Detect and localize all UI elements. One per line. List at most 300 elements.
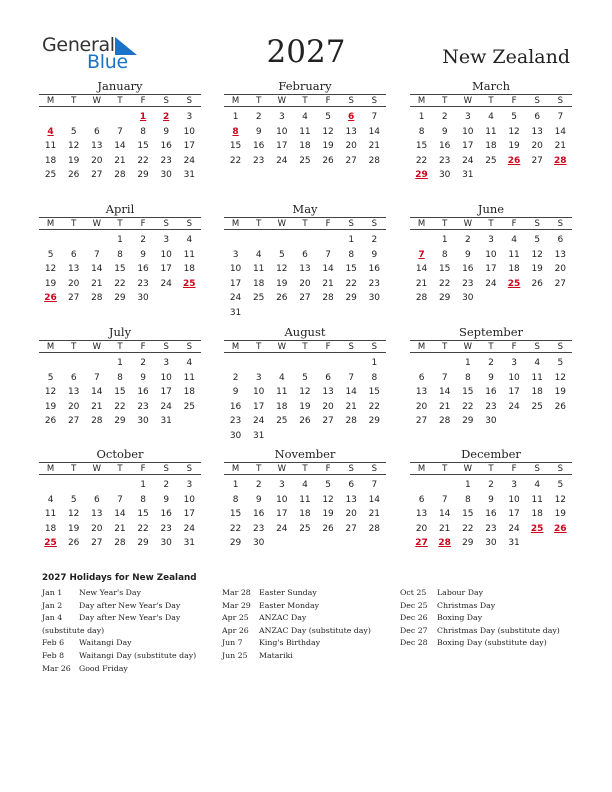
- holiday-day-cell: 26: [554, 523, 567, 534]
- day-cell: 27: [91, 538, 103, 549]
- day-cell: 16: [160, 509, 172, 520]
- day-cell: 21: [554, 141, 567, 152]
- day-cell: 15: [415, 141, 428, 152]
- day-cell: 22: [229, 155, 242, 166]
- weekday-label: F: [511, 219, 517, 229]
- day-cell: 24: [160, 278, 172, 289]
- holiday-column-3: [400, 587, 560, 650]
- weekday-label: W: [92, 219, 102, 229]
- weekday-label: T: [302, 342, 308, 352]
- day-cell: 2: [140, 235, 146, 245]
- day-cell: 28: [345, 416, 357, 427]
- day-cell: 22: [438, 278, 451, 289]
- day-cell: 4: [302, 112, 308, 122]
- day-cell: 11: [276, 387, 288, 398]
- day-cell: 22: [462, 401, 474, 412]
- day-empty: [62, 356, 85, 371]
- weekday-label: T: [256, 342, 262, 352]
- holiday-day-cell: 29: [415, 170, 428, 181]
- weekday-label: W: [92, 96, 102, 106]
- day-cell: 20: [67, 401, 80, 412]
- holiday-name: Boxing Day: [437, 613, 483, 623]
- day-cell: 18: [276, 401, 288, 412]
- day-cell: 13: [531, 126, 543, 137]
- weekday-label: M: [46, 96, 55, 106]
- weekday-header: [39, 217, 201, 230]
- day-cell: 18: [531, 387, 543, 398]
- holiday-column-1: [42, 587, 196, 675]
- day-cell: 16: [462, 264, 474, 275]
- day-cell: 5: [557, 480, 564, 490]
- weekday-header: [224, 340, 386, 353]
- day-cell: 24: [183, 523, 196, 534]
- day-cell: 27: [322, 416, 334, 427]
- day-cell: 10: [229, 264, 242, 275]
- day-cell: 16: [485, 509, 497, 520]
- day-cell: 28: [114, 170, 126, 181]
- month-title: May: [292, 202, 318, 216]
- day-cell: 7: [93, 372, 100, 383]
- weekday-label: M: [46, 219, 55, 229]
- day-cell: 2: [232, 372, 239, 383]
- day-cell: 12: [299, 387, 311, 398]
- day-cell: 3: [464, 112, 471, 122]
- day-cell: 9: [140, 249, 146, 260]
- holiday-name: Matariki: [259, 650, 293, 660]
- day-cell: 4: [534, 480, 541, 490]
- day-cell: 1: [464, 480, 471, 490]
- day-empty: [247, 233, 270, 248]
- holiday-day-cell: 8: [232, 126, 239, 137]
- month-july: [39, 325, 201, 429]
- month-march: [410, 79, 572, 183]
- day-cell: 19: [67, 523, 80, 534]
- weekday-label: T: [71, 342, 77, 352]
- day-cell: 7: [117, 126, 123, 137]
- holiday-day-cell: 27: [415, 538, 428, 549]
- day-cell: 16: [229, 401, 242, 412]
- day-cell: 10: [276, 494, 288, 505]
- weekday-label: T: [256, 219, 262, 229]
- weekday-label: F: [511, 464, 517, 474]
- day-empty: [410, 356, 433, 371]
- month-title: December: [461, 447, 521, 461]
- holiday-date: Apr 25: [222, 613, 249, 623]
- holiday-entry: [42, 625, 196, 638]
- day-cell: 10: [183, 494, 196, 505]
- day-cell: 12: [67, 509, 80, 520]
- day-cell: 9: [255, 494, 262, 505]
- day-cell: 9: [232, 387, 239, 398]
- day-cell: 18: [44, 523, 57, 534]
- day-cell: 16: [485, 387, 497, 398]
- day-cell: 29: [462, 416, 474, 427]
- weekday-label: M: [417, 342, 426, 352]
- month-title: October: [96, 447, 144, 461]
- day-cell: 8: [464, 372, 471, 383]
- day-cell: 2: [255, 112, 262, 122]
- day-cell: 15: [137, 509, 149, 520]
- day-cell: 31: [252, 430, 265, 441]
- holiday-name: Good Friday: [79, 663, 128, 673]
- day-empty: [39, 233, 62, 248]
- day-cell: 19: [67, 155, 80, 166]
- day-cell: 10: [462, 126, 474, 137]
- day-cell: 7: [441, 372, 448, 383]
- weekday-label: S: [371, 464, 378, 474]
- day-cell: 14: [415, 264, 428, 275]
- holiday-entry: [222, 612, 371, 625]
- weekday-label: M: [231, 464, 240, 474]
- day-cell: 19: [44, 401, 57, 412]
- month-title: March: [472, 79, 510, 93]
- day-cell: 27: [415, 416, 428, 427]
- day-cell: 14: [368, 494, 381, 505]
- day-cell: 29: [462, 538, 474, 549]
- weekday-label: S: [371, 96, 378, 106]
- day-cell: 11: [299, 494, 311, 505]
- holiday-entry: [400, 637, 560, 650]
- holiday-day-cell: 4: [47, 126, 54, 137]
- day-grid: [224, 356, 386, 444]
- day-cell: 5: [534, 235, 541, 245]
- day-cell: 5: [302, 372, 308, 383]
- day-cell: 3: [511, 480, 517, 490]
- day-cell: 3: [163, 358, 170, 368]
- day-cell: 15: [229, 509, 242, 520]
- month-september: [410, 325, 572, 429]
- day-cell: 6: [93, 126, 100, 137]
- day-grid: [410, 478, 572, 551]
- holiday-entry: [222, 625, 371, 638]
- weekday-label: T: [488, 342, 494, 352]
- day-cell: 12: [508, 126, 520, 137]
- day-cell: 30: [485, 416, 497, 427]
- day-cell: 24: [160, 401, 172, 412]
- day-cell: 3: [255, 372, 262, 383]
- day-cell: 17: [160, 264, 172, 275]
- day-cell: 1: [371, 358, 378, 368]
- day-cell: 4: [255, 249, 262, 260]
- day-empty: [433, 478, 456, 493]
- day-grid: [224, 233, 386, 321]
- weekday-label: S: [557, 219, 564, 229]
- holiday-entry: [42, 587, 196, 600]
- weekday-label: T: [302, 219, 308, 229]
- weekday-label: T: [442, 96, 448, 106]
- day-cell: 9: [255, 126, 262, 137]
- day-empty: [85, 110, 108, 125]
- holiday-day-cell: 25: [507, 278, 521, 289]
- day-cell: 3: [186, 480, 193, 490]
- day-cell: 2: [371, 235, 378, 245]
- day-cell: 18: [508, 264, 520, 275]
- day-cell: 18: [485, 141, 497, 152]
- day-cell: 13: [322, 387, 334, 398]
- weekday-label: W: [277, 464, 287, 474]
- weekday-label: M: [417, 219, 426, 229]
- weekday-label: F: [140, 342, 146, 352]
- day-cell: 11: [183, 249, 196, 260]
- day-cell: 17: [508, 509, 520, 520]
- holiday-date: Jun 25: [222, 650, 248, 660]
- weekday-label: F: [511, 342, 517, 352]
- day-cell: 20: [531, 141, 543, 152]
- day-cell: 23: [368, 278, 381, 289]
- day-cell: 21: [415, 278, 428, 289]
- day-cell: 1: [117, 235, 123, 245]
- day-cell: 26: [276, 293, 288, 304]
- day-cell: 7: [441, 494, 448, 505]
- day-cell: 23: [160, 523, 172, 534]
- day-cell: 23: [252, 155, 265, 166]
- holiday-entry: [400, 625, 560, 638]
- weekday-label: M: [417, 96, 426, 106]
- day-cell: 19: [276, 278, 288, 289]
- day-cell: 22: [114, 278, 126, 289]
- day-cell: 13: [67, 387, 80, 398]
- day-cell: 6: [418, 494, 425, 505]
- day-cell: 21: [438, 401, 451, 412]
- day-cell: 17: [183, 141, 196, 152]
- day-cell: 28: [322, 293, 334, 304]
- day-cell: 7: [348, 372, 355, 383]
- day-cell: 16: [160, 141, 172, 152]
- day-cell: 6: [348, 480, 355, 490]
- day-cell: 26: [67, 538, 80, 549]
- day-cell: 3: [488, 235, 494, 245]
- day-cell: 20: [554, 264, 567, 275]
- day-cell: 25: [252, 293, 265, 304]
- day-cell: 25: [276, 416, 288, 427]
- month-title: January: [97, 79, 143, 93]
- day-cell: 15: [114, 264, 126, 275]
- holiday-name: Day after New Year's Day: [79, 613, 181, 623]
- weekday-label: S: [163, 342, 169, 352]
- holiday-entry: [42, 650, 196, 663]
- day-cell: 23: [137, 278, 149, 289]
- day-cell: 21: [91, 278, 103, 289]
- day-cell: 11: [44, 509, 57, 520]
- day-cell: 24: [252, 416, 265, 427]
- day-cell: 19: [508, 141, 520, 152]
- day-cell: 5: [325, 112, 331, 122]
- day-empty: [270, 356, 293, 371]
- holiday-day-cell: 1: [139, 112, 147, 122]
- day-cell: 5: [70, 494, 77, 505]
- day-cell: 5: [47, 372, 54, 383]
- day-cell: 28: [91, 293, 103, 304]
- weekday-label: T: [442, 342, 448, 352]
- day-cell: 12: [531, 249, 543, 260]
- month-june: [410, 202, 572, 306]
- day-cell: 17: [508, 387, 520, 398]
- day-cell: 25: [485, 155, 497, 166]
- day-cell: 20: [322, 401, 334, 412]
- day-cell: 30: [438, 170, 451, 181]
- logo-blue-text: Blue: [87, 51, 128, 73]
- day-cell: 14: [114, 141, 126, 152]
- weekday-label: S: [557, 96, 564, 106]
- day-cell: 16: [252, 141, 265, 152]
- holiday-date: Jan 4: [42, 613, 63, 623]
- weekday-label: S: [163, 219, 169, 229]
- weekday-label: S: [186, 219, 193, 229]
- day-cell: 10: [276, 126, 288, 137]
- weekday-label: S: [348, 464, 354, 474]
- day-cell: 10: [160, 372, 172, 383]
- day-cell: 1: [348, 235, 355, 245]
- day-empty: [293, 356, 316, 371]
- holiday-date: Dec 25: [400, 600, 428, 610]
- day-cell: 1: [464, 358, 471, 368]
- day-grid: [39, 233, 201, 306]
- day-cell: 4: [47, 494, 54, 505]
- day-cell: 13: [91, 141, 103, 152]
- day-cell: 22: [137, 523, 149, 534]
- day-empty: [85, 233, 108, 248]
- day-cell: 8: [441, 249, 448, 260]
- day-empty: [247, 356, 270, 371]
- day-empty: [224, 356, 247, 371]
- day-empty: [410, 478, 433, 493]
- day-cell: 25: [299, 155, 311, 166]
- day-grid: [39, 478, 201, 551]
- day-cell: 24: [229, 293, 242, 304]
- day-cell: 29: [368, 416, 381, 427]
- day-cell: 6: [70, 249, 77, 260]
- holiday-date: Oct 25: [400, 588, 427, 597]
- day-cell: 20: [91, 523, 103, 534]
- holiday-name: Christmas Day: [437, 600, 496, 610]
- day-cell: 9: [140, 372, 146, 383]
- holiday-date: Dec 27: [400, 625, 428, 635]
- day-cell: 4: [534, 358, 541, 368]
- day-cell: 30: [160, 538, 172, 549]
- day-cell: 14: [91, 387, 103, 398]
- day-cell: 10: [508, 372, 520, 383]
- day-empty: [39, 356, 62, 371]
- day-cell: 30: [368, 293, 381, 304]
- day-cell: 27: [554, 278, 567, 289]
- weekday-label: S: [163, 464, 169, 474]
- day-cell: 17: [252, 401, 265, 412]
- weekday-label: S: [534, 464, 540, 474]
- day-cell: 20: [91, 155, 103, 166]
- day-cell: 2: [464, 235, 471, 245]
- holiday-date: Mar 26: [42, 663, 71, 673]
- day-cell: 5: [278, 249, 285, 260]
- day-cell: 14: [114, 509, 126, 520]
- day-cell: 4: [488, 112, 494, 122]
- day-cell: 11: [531, 494, 543, 505]
- day-cell: 15: [137, 141, 149, 152]
- day-cell: 14: [345, 387, 357, 398]
- month-title: July: [108, 325, 132, 339]
- day-empty: [433, 356, 456, 371]
- day-cell: 14: [322, 264, 334, 275]
- holiday-date: Feb 6: [42, 638, 65, 648]
- day-cell: 28: [438, 416, 451, 427]
- day-cell: 10: [508, 494, 520, 505]
- day-cell: 21: [322, 278, 334, 289]
- day-cell: 8: [140, 494, 146, 505]
- day-cell: 11: [299, 126, 311, 137]
- day-cell: 3: [278, 112, 285, 122]
- day-empty: [62, 110, 85, 125]
- day-cell: 27: [91, 170, 103, 181]
- day-cell: 11: [531, 372, 543, 383]
- day-cell: 27: [67, 293, 80, 304]
- day-cell: 19: [554, 509, 567, 520]
- month-title: April: [105, 202, 135, 216]
- weekday-header: [224, 94, 386, 107]
- day-cell: 5: [70, 126, 77, 137]
- day-cell: 30: [462, 293, 474, 304]
- holiday-name: Day after New Year's Day: [79, 600, 181, 610]
- weekday-label: S: [371, 219, 378, 229]
- day-cell: 22: [229, 523, 242, 534]
- day-cell: 15: [345, 264, 357, 275]
- day-cell: 24: [508, 401, 520, 412]
- day-cell: 19: [299, 401, 311, 412]
- day-cell: 19: [44, 278, 57, 289]
- day-cell: 30: [160, 170, 172, 181]
- weekday-label: T: [71, 96, 77, 106]
- month-title: November: [274, 447, 336, 461]
- weekday-header: [410, 462, 572, 475]
- day-cell: 22: [114, 401, 126, 412]
- day-cell: 1: [140, 480, 146, 490]
- logo-general-text: General: [42, 34, 115, 56]
- day-cell: 19: [531, 264, 543, 275]
- day-cell: 14: [368, 126, 381, 137]
- day-cell: 8: [117, 372, 123, 383]
- holiday-name: Waitangi Day (substitute day): [79, 650, 197, 660]
- weekday-label: T: [256, 96, 262, 106]
- day-cell: 28: [114, 538, 126, 549]
- day-cell: 26: [554, 401, 567, 412]
- day-cell: 29: [137, 170, 149, 181]
- day-grid: [410, 233, 572, 306]
- day-cell: 27: [345, 155, 357, 166]
- day-cell: 17: [462, 141, 474, 152]
- day-cell: 5: [511, 112, 517, 122]
- weekday-label: S: [348, 342, 354, 352]
- weekday-label: F: [325, 342, 331, 352]
- day-cell: 23: [229, 416, 242, 427]
- weekday-label: M: [46, 342, 55, 352]
- day-cell: 12: [67, 141, 80, 152]
- day-grid: [39, 356, 201, 429]
- weekday-header: [224, 462, 386, 475]
- month-august: [224, 325, 386, 444]
- weekday-label: S: [348, 96, 354, 106]
- holiday-date: Jun 7: [222, 638, 243, 648]
- day-empty: [108, 110, 131, 125]
- weekday-label: F: [325, 219, 331, 229]
- day-cell: 18: [299, 141, 311, 152]
- day-empty: [85, 356, 108, 371]
- day-cell: 26: [67, 170, 80, 181]
- weekday-label: S: [557, 464, 564, 474]
- day-cell: 26: [299, 416, 311, 427]
- day-cell: 30: [229, 430, 242, 441]
- weekday-label: T: [117, 342, 123, 352]
- weekday-label: S: [348, 219, 354, 229]
- holiday-name: ANZAC Day (substitute day): [259, 625, 371, 635]
- day-cell: 4: [511, 235, 517, 245]
